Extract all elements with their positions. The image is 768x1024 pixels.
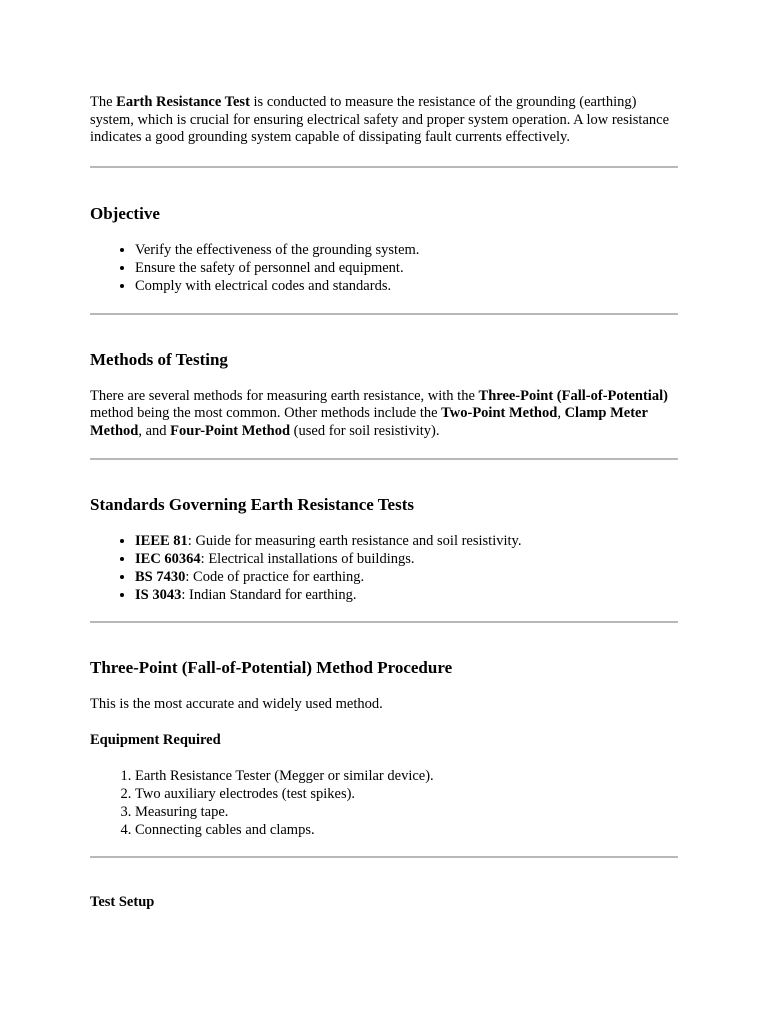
methods-text: method being the most common. Other methods include the [90,405,442,421]
divider [90,313,678,315]
methods-bold-clamp-meter: Clamp Meter Method [90,405,648,439]
standards-list [90,532,678,604]
methods-text: , [557,405,565,421]
standard-code: IEC 60364 [135,551,201,567]
list-item: • Comply with electrical codes and standards. [135,277,678,295]
procedure-intro: This is the most accurate and widely used method. [90,696,383,712]
standard-code: IEEE 81 [135,533,188,549]
methods-text: (used for soil resistivity). [290,422,440,439]
standard-description: : Indian Standard for earthing. [181,587,357,603]
standard-code: BS 7430 [135,569,186,585]
methods-bold-three-point: Three-Point (Fall-of-Potential) [478,387,668,404]
equipment-heading: Equipment Required [90,731,221,748]
methods-text: , and [138,422,171,439]
list-item [135,586,678,604]
standards-heading: Standards Governing Earth Resistance Tests [90,495,414,514]
intro-text-post: is conducted to measure the resistance of the grounding (earthing) system, which is crucial for ensuring electrical safety and proper system operation. A low resistance indicates a good grounding system capable of dissipating fault currents effectively. [90,94,670,145]
standard-code: IS 3043 [135,587,182,603]
intro-bold-term: Earth Resistance Test [116,94,250,110]
list-item: 1. Earth Resistance Tester (Megger or similar device). [135,767,678,785]
objective-list [90,241,678,295]
intro-paragraph [90,94,678,147]
list-item: 2. Two auxiliary electrodes (test spikes). [135,785,678,803]
list-item [135,568,678,586]
methods-bold-two-point: Two-Point Method [441,405,558,421]
list-item [135,532,678,550]
divider [90,621,678,623]
test-setup-heading: Test Setup [90,893,155,910]
standard-description: : Electrical installations of buildings. [200,551,415,567]
methods-heading: Methods of Testing [90,349,228,369]
list-item: • Verify the effectiveness of the grounding system. [135,241,678,259]
divider [90,856,678,858]
procedure-heading: Three-Point (Fall-of-Potential) Method Procedure [90,658,453,677]
standard-description: : Code of practice for earthing. [185,569,365,585]
intro-text-pre: The [90,94,117,110]
methods-paragraph [90,388,678,441]
list-item: • Ensure the safety of personnel and equipment. [135,259,678,277]
objective-heading: Objective [90,203,160,223]
divider [90,166,678,168]
list-item: 3. Measuring tape. [135,803,678,821]
equipment-list [90,767,678,839]
list-item: 4. Connecting cables and clamps. [135,821,678,839]
divider [90,458,678,460]
list-item [135,550,678,568]
standard-description: : Guide for measuring earth resistance and soil resistivity. [187,533,522,549]
methods-text: There are several methods for measuring earth resistance, with the [90,387,479,404]
methods-bold-four-point: Four-Point Method [170,422,291,439]
